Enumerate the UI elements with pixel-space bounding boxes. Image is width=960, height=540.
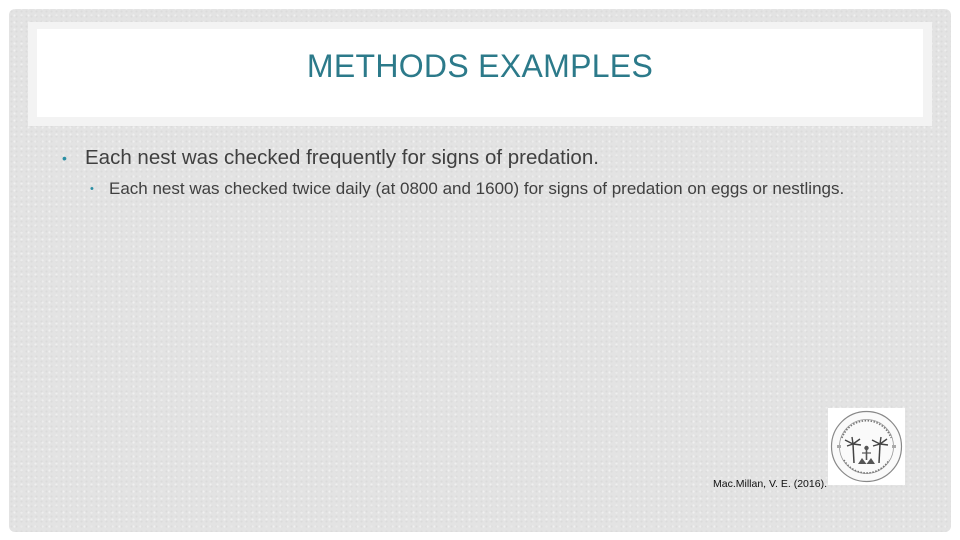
sub-bullet-text: Each nest was checked twice daily (at 0800 and 1600) for signs of predation on eggs or nestlings. [109, 179, 845, 198]
title-band [28, 22, 932, 126]
university-seal-icon [828, 408, 905, 485]
slide-title: METHODS EXAMPLES [306, 47, 654, 84]
bullet-dot-icon: • [62, 150, 67, 166]
bullet-text: Each nest was checked frequently for signs of predation. [85, 146, 599, 169]
bullet-level-2 [90, 177, 910, 201]
sub-bullet-dot-icon: • [90, 183, 94, 195]
citation: Mac.Millan, V. E. (2016). [713, 478, 827, 490]
bullet-level-1 [62, 144, 922, 172]
title-box [37, 29, 923, 117]
